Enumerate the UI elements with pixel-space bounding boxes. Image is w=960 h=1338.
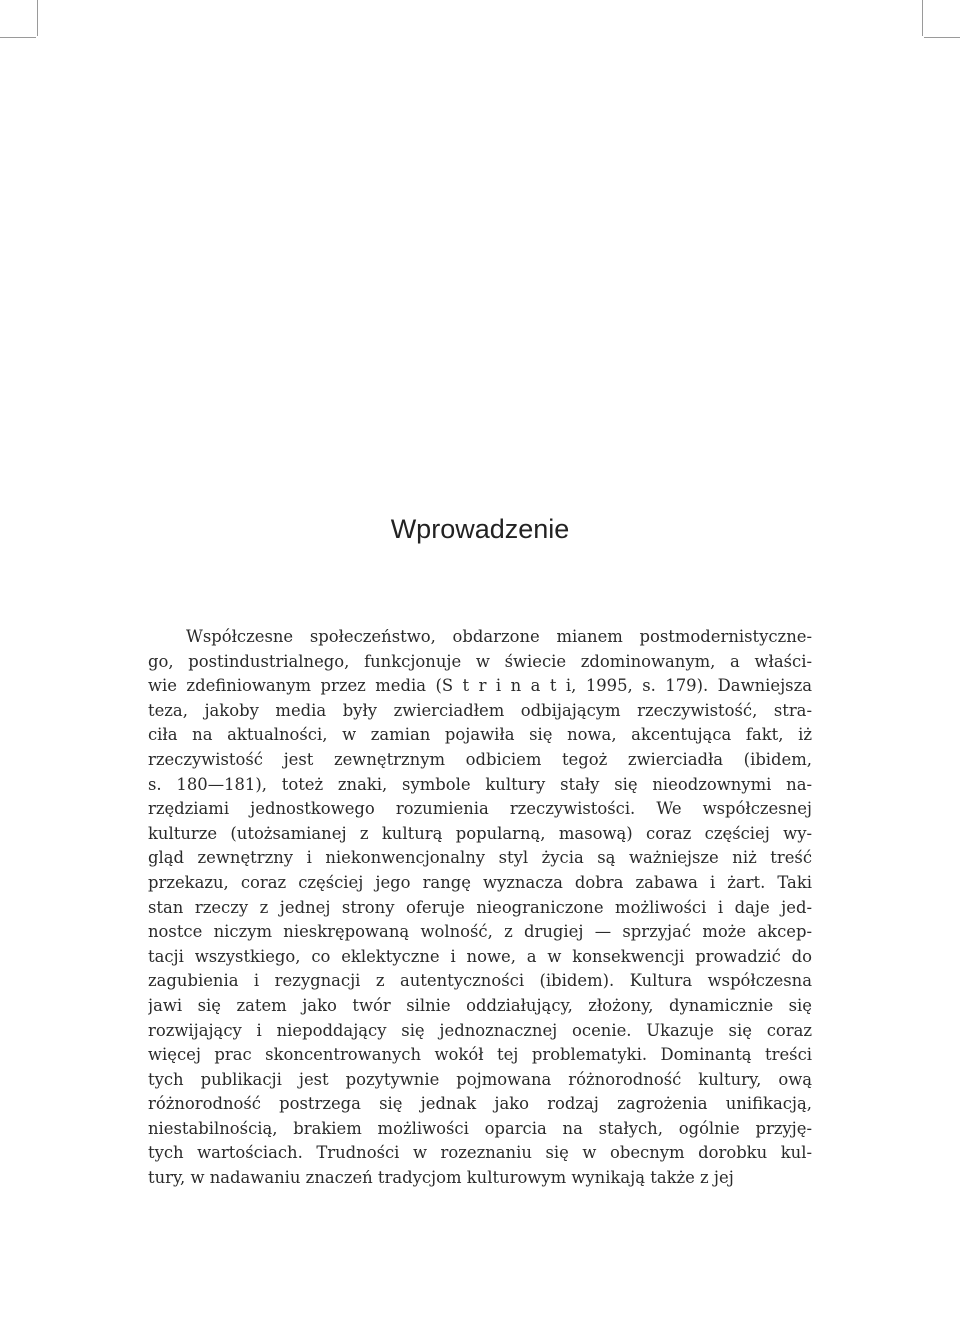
text-line: jawi się zatem jako twór silnie oddziałujący, złożony, dynamicznie się	[148, 995, 812, 1015]
text-line: wie zdefiniowanym przez media (S t r i n a t i, 1995, s. 179). Dawniejsza	[148, 676, 812, 696]
text-line: ciła na aktualności, w zamian pojawiła się nowa, akcentująca fakt, iż	[148, 725, 812, 745]
crop-mark-top-left-horizontal	[0, 37, 36, 38]
text-line: tury, w nadawaniu znaczeń tradycjom kulturowym wynikają także z jej	[148, 1168, 734, 1188]
text-line: kulturze (utożsamianej z kulturą popularną, masową) coraz częściej wy-	[148, 823, 812, 843]
text-line: nostce niczym nieskrępowaną wolność, z drugiej — sprzyjać może akcep-	[148, 922, 812, 942]
text-line: tych publikacji jest pozytywnie pojmowana różnorodność kultury, ową	[148, 1069, 812, 1089]
text-line: różnorodność postrzega się jednak jako rodzaj zagrożenia unifikacją,	[148, 1094, 812, 1114]
crop-mark-top-left-vertical	[37, 0, 38, 36]
text-line: go, postindustrialnego, funkcjonuje w świecie zdominowanym, a właści-	[148, 651, 812, 671]
crop-mark-top-right-horizontal	[924, 37, 960, 38]
text-line: stan rzeczy z jednej strony oferuje nieograniczone możliwości i daje jed-	[148, 897, 812, 917]
text-line: tych wartościach. Trudności w rozeznaniu się w obecnym dorobku kul-	[148, 1143, 812, 1163]
text-line: niestabilnością, brakiem możliwości oparcia na stałych, ogólnie przyję-	[148, 1118, 812, 1138]
text-line: gląd zewnętrzny i niekonwencjonalny styl życia są ważniejsze niż treść	[148, 848, 812, 868]
text-line: rzędziami jednostkowego rozumienia rzeczywistości. We współczesnej	[148, 799, 812, 819]
body-paragraph	[148, 625, 812, 1191]
text-line: zagubienia i rezygnacji z autentyczności (ibidem). Kultura współczesna	[148, 971, 812, 991]
text-line: Współczesne społeczeństwo, obdarzone mianem postmodernistyczne-	[186, 627, 812, 646]
text-line: przekazu, coraz częściej jego rangę wyznacza dobra zabawa i żart. Taki	[148, 872, 812, 892]
text-line: rzeczywistość jest zewnętrznym odbiciem tegoż zwierciadła (ibidem,	[148, 749, 812, 769]
text-line: teza, jakoby media były zwierciadłem odbijającym rzeczywistość, stra-	[148, 700, 812, 720]
text-line: rozwijający i niepoddający się jednoznacznej ocenie. Ukazuje się coraz	[148, 1020, 812, 1040]
text-line: więcej prac skoncentrowanych wokół tej problematyki. Dominantą treści	[148, 1045, 812, 1065]
text-line: s. 180—181), toteż znaki, symbole kultury stały się nieodzownymi na-	[148, 774, 812, 794]
crop-mark-top-right-vertical	[922, 0, 923, 36]
text-line: tacji wszystkiego, co eklektyczne i nowe, a w konsekwencji prowadzić do	[148, 946, 812, 966]
chapter-title: Wprowadzenie	[390, 514, 570, 544]
